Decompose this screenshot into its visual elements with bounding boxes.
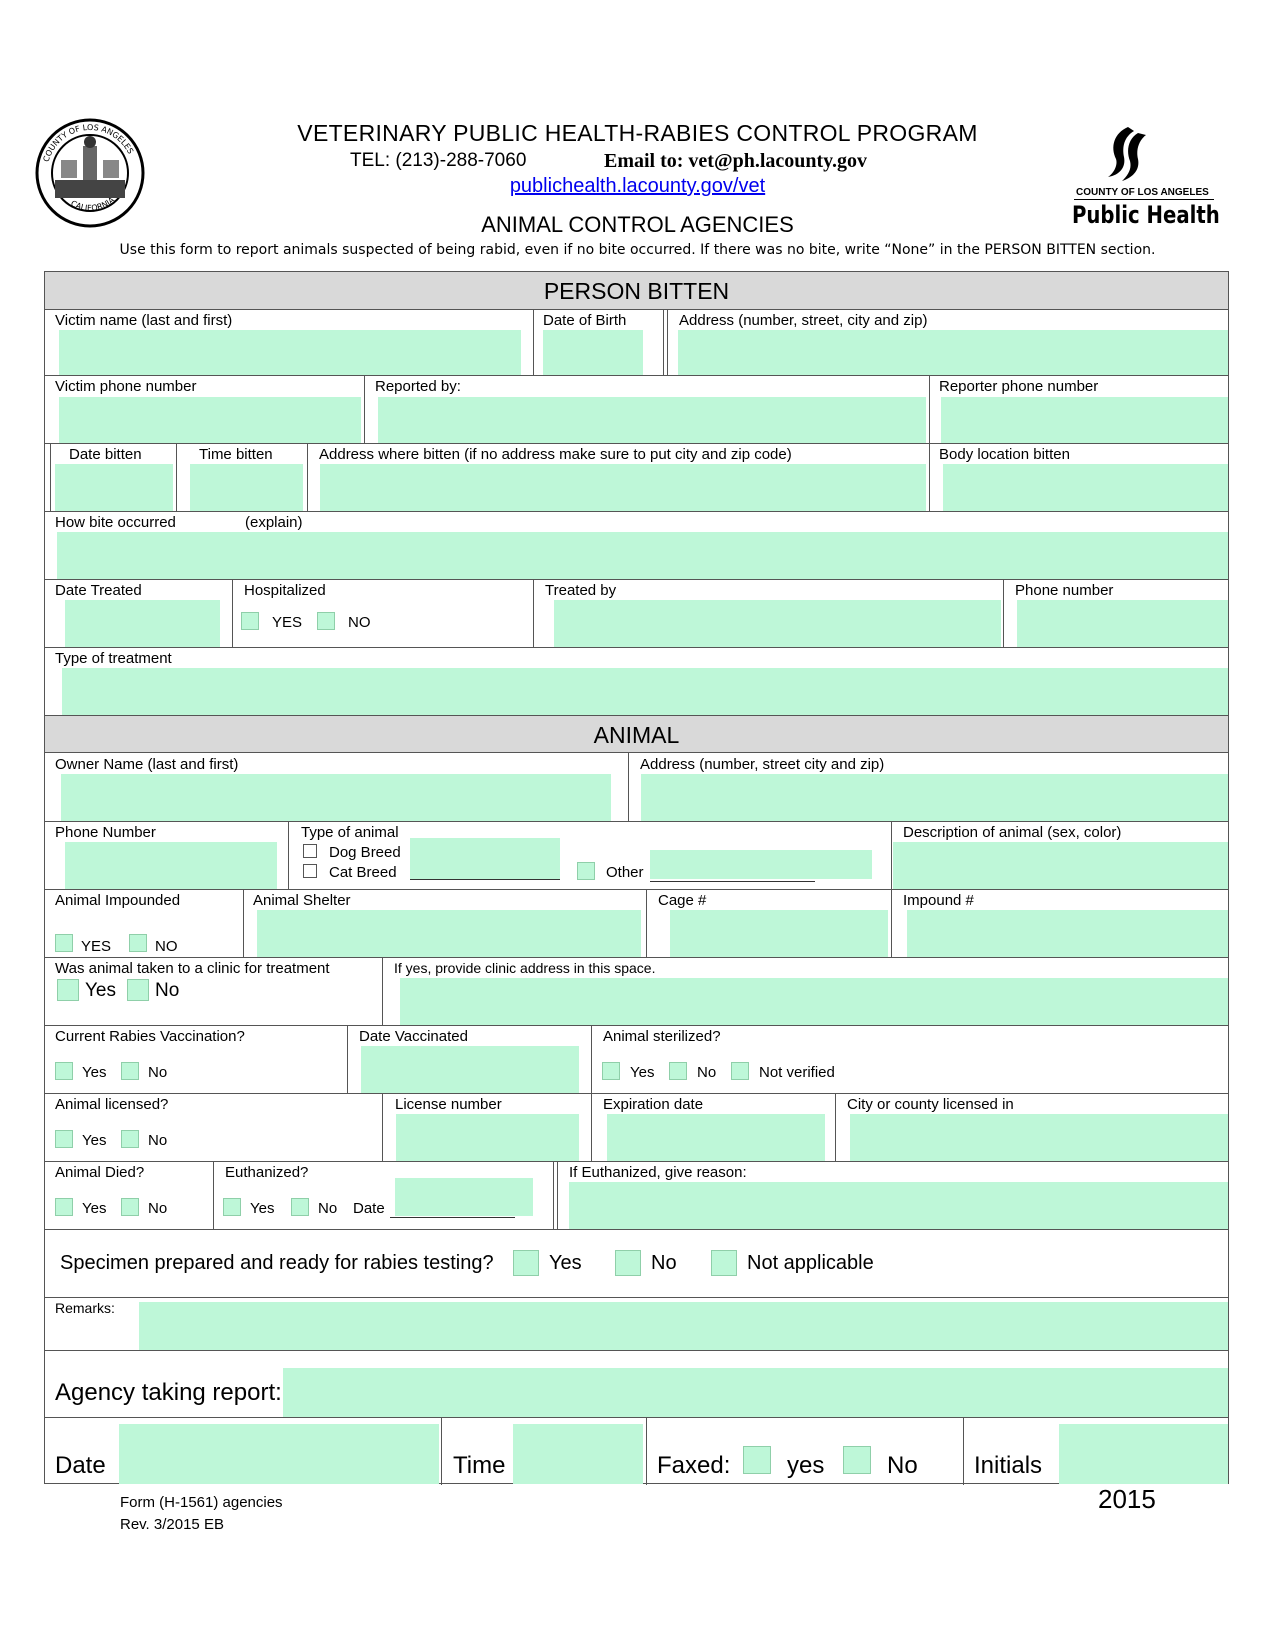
type-treatment-field[interactable]	[62, 668, 1228, 715]
clinic-address-field[interactable]	[400, 978, 1228, 1025]
euthanized-no-label: No	[318, 1200, 338, 1217]
form-subtitle: ANIMAL CONTROL AGENCIES	[481, 212, 794, 237]
logo-public-health-text: Public Health	[1072, 201, 1220, 229]
animal-type-label: Type of animal	[301, 824, 399, 841]
euthanized-no-checkbox[interactable]	[291, 1198, 309, 1216]
how-bite-label: How bite occurred	[55, 514, 176, 531]
time-bitten-field[interactable]	[190, 464, 303, 511]
animal-phone-label: Phone Number	[55, 824, 156, 841]
seal-top-text: COUNTY OF LOS ANGELES	[41, 123, 136, 163]
how-bite-field[interactable]	[57, 532, 1228, 579]
public-health-logo-icon	[1104, 125, 1148, 183]
owner-address-field[interactable]	[641, 774, 1228, 821]
logo-county-text: COUNTY OF LOS ANGELES	[1076, 187, 1209, 198]
explain-label: (explain)	[245, 514, 303, 531]
initials-label: Initials	[974, 1452, 1043, 1479]
program-website-link[interactable]: publichealth.lacounty.gov/vet	[509, 175, 766, 197]
hospitalized-no-checkbox[interactable]	[317, 612, 335, 630]
owner-name-label: Owner Name (last and first)	[55, 756, 239, 773]
bottom-date-field[interactable]	[119, 1424, 439, 1484]
euthanized-date-label: Date	[353, 1200, 385, 1217]
time-bitten-label: Time bitten	[199, 446, 273, 463]
sterilized-not-verified-checkbox[interactable]	[731, 1062, 749, 1080]
city-county-field[interactable]	[850, 1114, 1228, 1161]
license-number-label: License number	[395, 1096, 502, 1113]
sterilized-no-label: No	[697, 1064, 717, 1081]
form-year: 2015	[1098, 1484, 1156, 1514]
impounded-label: Animal Impounded	[55, 892, 181, 909]
specimen-no-label: No	[651, 1252, 677, 1274]
impounded-yes-checkbox[interactable]	[55, 934, 73, 952]
victim-address-field[interactable]	[678, 330, 1228, 375]
date-treated-field[interactable]	[65, 600, 220, 647]
address-bitten-field[interactable]	[320, 464, 926, 511]
euthanize-reason-label: If Euthanized, give reason:	[569, 1164, 747, 1181]
bottom-date-label: Date	[55, 1452, 106, 1479]
died-label: Animal Died?	[55, 1164, 145, 1181]
expiration-label: Expiration date	[603, 1096, 704, 1113]
licensed-yes-label: Yes	[82, 1132, 107, 1149]
bottom-time-label: Time	[453, 1452, 506, 1479]
dog-breed-field[interactable]	[410, 838, 560, 859]
address-bitten-label: Address where bitten (if no address make sure to put city and zip code)	[319, 446, 792, 463]
specimen-yes-label: Yes	[549, 1252, 582, 1274]
faxed-yes-label: yes	[787, 1452, 825, 1479]
date-bitten-label: Date bitten	[69, 446, 142, 463]
body-location-field[interactable]	[943, 464, 1228, 511]
died-no-checkbox[interactable]	[121, 1198, 139, 1216]
shelter-label: Animal Shelter	[253, 892, 351, 909]
licensed-label: Animal licensed?	[55, 1096, 169, 1113]
city-county-label: City or county licensed in	[847, 1096, 1014, 1113]
vaccination-no-label: No	[148, 1064, 168, 1081]
date-bitten-field[interactable]	[55, 464, 173, 511]
euthanized-date-field[interactable]	[395, 1178, 533, 1216]
seal-bottom-text: CALIFORNIA	[69, 195, 117, 213]
treated-by-label: Treated by	[545, 582, 617, 599]
animal-header: ANIMAL	[45, 716, 1228, 753]
victim-phone-field[interactable]	[59, 397, 361, 443]
victim-name-field[interactable]	[59, 330, 521, 375]
animal-description-label: Description of animal (sex, color)	[903, 824, 1122, 841]
faxed-no-checkbox[interactable]	[843, 1446, 871, 1474]
hospitalized-yes-label: YES	[272, 614, 303, 631]
owner-name-field[interactable]	[61, 774, 611, 821]
shelter-field[interactable]	[257, 910, 641, 957]
victim-name-label: Victim name (last and first)	[55, 312, 233, 329]
cat-breed-checkbox[interactable]	[303, 864, 317, 878]
reported-by-field[interactable]	[378, 397, 926, 443]
type-treatment-label: Type of treatment	[55, 650, 172, 667]
sterilized-no-checkbox[interactable]	[669, 1062, 687, 1080]
clinic-yes-label: Yes	[85, 980, 116, 1001]
program-email: Email to: vet@ph.lacounty.gov	[604, 150, 868, 172]
died-yes-label: Yes	[82, 1200, 107, 1217]
specimen-na-checkbox[interactable]	[711, 1250, 737, 1276]
clinic-address-label: If yes, provide clinic address in this space.	[394, 960, 656, 976]
reporter-phone-label: Reporter phone number	[939, 378, 1099, 395]
program-phone: TEL: (213)-288-7060	[350, 150, 527, 171]
form-number: Form (H-1561) agencies	[120, 1494, 283, 1511]
cat-breed-field[interactable]	[410, 858, 560, 880]
vaccination-yes-label: Yes	[82, 1064, 107, 1081]
hospitalized-yes-checkbox[interactable]	[241, 612, 259, 630]
reporter-phone-field[interactable]	[941, 397, 1228, 443]
sterilized-label: Animal sterilized?	[603, 1028, 721, 1045]
owner-address-label: Address (number, street city and zip)	[640, 756, 885, 773]
specimen-question: Specimen prepared and ready for rabies testing?	[60, 1252, 494, 1274]
agency-field[interactable]	[283, 1368, 1228, 1417]
expiration-field[interactable]	[607, 1114, 825, 1161]
reported-by-label: Reported by:	[375, 378, 461, 395]
dog-breed-label: Dog Breed	[329, 844, 401, 861]
treated-by-field[interactable]	[554, 600, 1001, 647]
treatment-phone-field[interactable]	[1017, 600, 1228, 647]
vaccination-yes-checkbox[interactable]	[55, 1062, 73, 1080]
impound-number-label: Impound #	[903, 892, 974, 909]
form-instructions: Use this form to report animals suspected of being rabid, even if no bite occurred. If there was no bite, write “None” in the PERSON BITTEN section.	[119, 242, 1156, 258]
bottom-time-field[interactable]	[513, 1424, 643, 1484]
date-treated-label: Date Treated	[55, 582, 142, 599]
other-field[interactable]	[650, 850, 872, 879]
person-bitten-header: PERSON BITTEN	[45, 272, 1228, 310]
specimen-na-label: Not applicable	[747, 1252, 874, 1274]
vaccination-question-label: Current Rabies Vaccination?	[55, 1028, 245, 1045]
victim-address-label: Address (number, street, city and zip)	[679, 312, 928, 329]
other-label: Other	[606, 864, 644, 881]
date-vaccinated-field[interactable]	[361, 1046, 579, 1093]
licensed-no-label: No	[148, 1132, 168, 1149]
euthanize-reason-field[interactable]	[569, 1182, 1228, 1229]
hospitalized-label: Hospitalized	[244, 582, 326, 599]
cage-field[interactable]	[670, 910, 888, 957]
animal-phone-field[interactable]	[65, 842, 277, 889]
faxed-label: Faxed:	[657, 1452, 731, 1479]
euthanized-yes-label: Yes	[250, 1200, 275, 1217]
animal-description-field[interactable]	[893, 842, 1228, 889]
body-location-label: Body location bitten	[939, 446, 1070, 463]
clinic-yes-checkbox[interactable]	[57, 979, 79, 1001]
impounded-no-label: NO	[155, 938, 178, 955]
license-number-field[interactable]	[396, 1114, 579, 1161]
licensed-no-checkbox[interactable]	[121, 1130, 139, 1148]
sterilized-yes-checkbox[interactable]	[602, 1062, 620, 1080]
dob-field[interactable]	[543, 330, 643, 375]
clinic-question-label: Was animal taken to a clinic for treatment	[55, 960, 330, 977]
form-revision: Rev. 3/2015 EB	[120, 1516, 224, 1533]
impounded-no-checkbox[interactable]	[129, 934, 147, 952]
initials-field[interactable]	[1059, 1424, 1228, 1484]
faxed-yes-checkbox[interactable]	[743, 1446, 771, 1474]
other-checkbox[interactable]	[577, 862, 595, 880]
program-title: VETERINARY PUBLIC HEALTH-RABIES CONTROL PROGRAM	[297, 120, 978, 146]
hospitalized-no-label: NO	[348, 614, 371, 631]
clinic-no-checkbox[interactable]	[127, 979, 149, 1001]
died-no-label: No	[148, 1200, 168, 1217]
treatment-phone-label: Phone number	[1015, 582, 1114, 599]
impounded-yes-label: YES	[81, 938, 112, 955]
faxed-no-label: No	[887, 1452, 918, 1479]
specimen-yes-checkbox[interactable]	[513, 1250, 539, 1276]
cat-breed-label: Cat Breed	[329, 864, 397, 881]
euthanized-label: Euthanized?	[225, 1164, 309, 1181]
impound-number-field[interactable]	[907, 910, 1228, 957]
licensed-yes-checkbox[interactable]	[55, 1130, 73, 1148]
cage-label: Cage #	[658, 892, 707, 909]
dob-label: Date of Birth	[543, 312, 627, 329]
euthanized-yes-checkbox[interactable]	[223, 1198, 241, 1216]
died-yes-checkbox[interactable]	[55, 1198, 73, 1216]
vaccination-no-checkbox[interactable]	[121, 1062, 139, 1080]
clinic-no-label: No	[155, 980, 180, 1001]
report-form	[44, 271, 1229, 1484]
sterilized-not-verified-label: Not verified	[759, 1064, 835, 1081]
agency-label: Agency taking report:	[55, 1379, 282, 1406]
sterilized-yes-label: Yes	[630, 1064, 655, 1081]
date-vaccinated-label: Date Vaccinated	[359, 1028, 468, 1045]
specimen-no-checkbox[interactable]	[615, 1250, 641, 1276]
remarks-label: Remarks:	[55, 1300, 115, 1316]
remarks-field[interactable]	[139, 1302, 1228, 1350]
victim-phone-label: Victim phone number	[55, 378, 197, 395]
public-health-logo	[1062, 125, 1220, 235]
dog-breed-checkbox[interactable]	[303, 844, 317, 858]
